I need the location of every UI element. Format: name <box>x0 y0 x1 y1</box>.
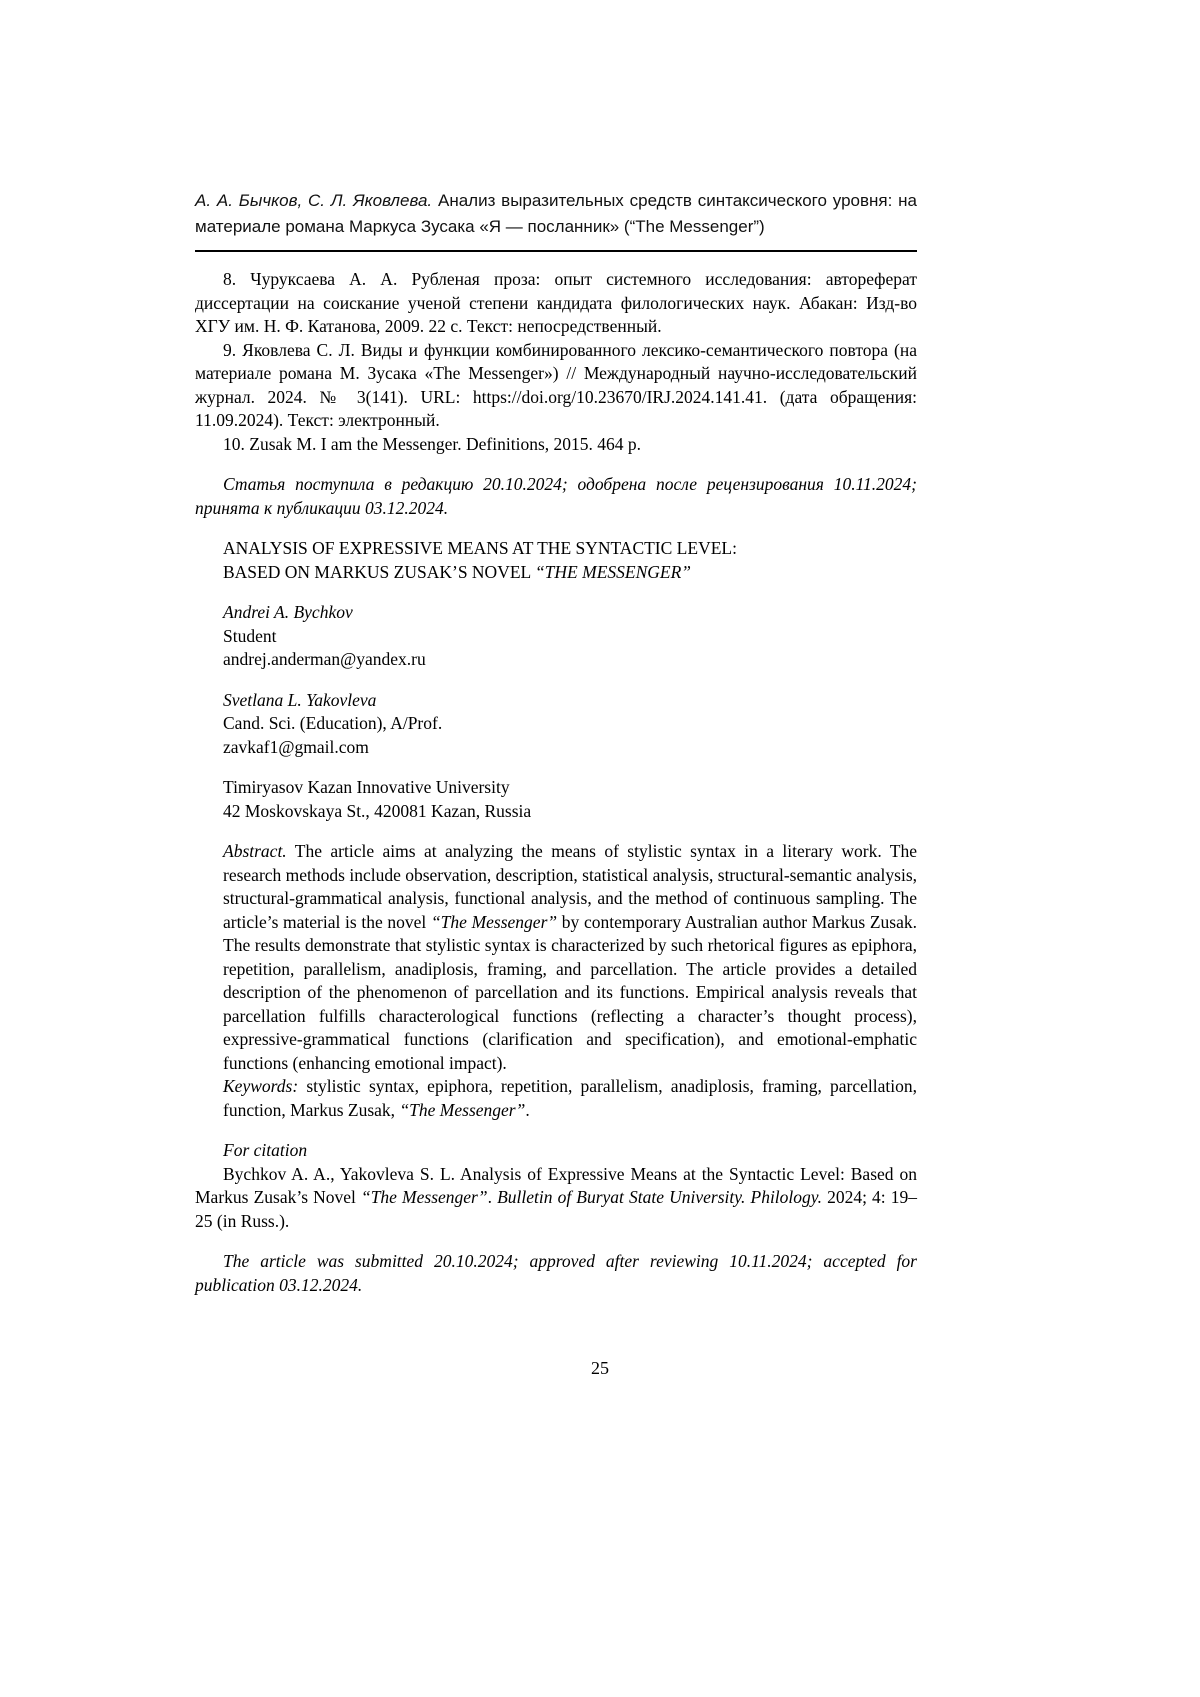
reference-item-8: 8. Чуруксаева А. А. Рубленая проза: опыт системного исследования: автореферат диссертации на соискание ученой степени кандидата филологических наук. Абакан: Изд-во ХГУ им. Н. Ф. Катанова, 2009. 22 с. Текст: непосредственный. <box>195 269 917 336</box>
title-en-line1: ANALYSIS OF EXPRESSIVE MEANS AT THE SYNTACTIC LEVEL: <box>223 538 737 558</box>
author-2-role: Cand. Sci. (Education), A/Prof. <box>223 713 443 733</box>
reference-9-text: 9. Яковлева С. Л. Виды и функции комбинированного лексико-семантического повтора (на материале романа М. Зусака «The Messenger») // Международный научно-исследовательский журнал. 2024. № 3(141). URL: <box>195 339 917 407</box>
keywords-end: . <box>525 1099 530 1120</box>
citation-novel-title: “The Messenger” <box>360 1187 488 1207</box>
author-1-role: Student <box>223 625 277 646</box>
citation-text-3: 2024; 4: 19–25 (in Russ.). <box>195 1187 917 1231</box>
author-2-email: zavkaf1@gmail.com <box>223 736 369 757</box>
keywords-novel-title: “The Messenger” <box>399 1099 526 1120</box>
author-1-email: andrej.anderman@yandex.ru <box>223 649 426 669</box>
spacer <box>195 1233 917 1250</box>
spacer <box>195 584 917 601</box>
page-number: 25 <box>591 1358 609 1378</box>
affiliation-line1: Timiryasov Kazan Innovative University <box>223 777 510 797</box>
running-header <box>195 188 917 240</box>
keywords-text: stylistic syntax, epiphora, repetition, parallelism, anadiplosis, framing, parcellation, function, Markus Zusak, <box>223 1076 917 1120</box>
spacer <box>195 823 917 840</box>
author-2-name: Svetlana L. Yakovleva <box>223 689 377 710</box>
spacer <box>195 1122 917 1139</box>
spacer <box>195 456 917 473</box>
title-en-novel: “THE MESSENGER” <box>534 561 692 582</box>
spacer <box>195 759 917 776</box>
reference-9-text-end: . (дата обращения: 11.09.2024). Текст: электронный. <box>195 386 918 430</box>
keywords-label: Keywords: <box>223 1076 299 1096</box>
running-header-authors: А. А. Бычков, С. Л. Яковлева. <box>195 191 433 210</box>
title-en-line2 <box>195 561 917 585</box>
running-header-title: Анализ выразительных средств синтаксического уровня: на материале романа Маркуса Зусака «Я — посланник» (“The Messenger”) <box>195 191 918 236</box>
reference-item-9 <box>195 339 917 433</box>
abstract-text-2: by contemporary Australian author Markus Zusak. The results demonstrate that stylistic syntax is characterized by such rhetorical figures as epiphora, repetition, parallelism, anadiplosis, framing, and parcellation. The article provides a detailed description of the phenomenon of parcellation and its functions. Empirical analysis reveals that parcellation fulfills characterological functions (reflecting a character’s thought process), expressive-grammatical functions (clarification and specification), and emotional-emphatic functions (enhancing emotional impact). <box>223 911 917 1073</box>
citation-text-2: . <box>487 1187 498 1207</box>
citation-text-1: Bychkov A. A., Yakovleva S. L. Analysis of Expressive Means at the Syntactic Level: Based on Markus Zusak’s Novel <box>195 1163 917 1207</box>
abstract-novel-title: “The Messenger” <box>430 911 558 932</box>
submission-note-en: The article was submitted 20.10.2024; approved after reviewing 10.11.2024; accepted for publication 03.12.2024. <box>195 1251 917 1295</box>
spacer <box>195 520 917 537</box>
doi-link[interactable]: https://doi.org/10.23670/IRJ.2024.141.41 <box>472 386 763 407</box>
abstract-label: Abstract. <box>223 841 287 861</box>
abstract-text-1: The article aims at analyzing the means of stylistic syntax in a literary work. The research methods include observation, description, statistical analysis, structural-semantic analysis, structural-grammatical analysis, functional analysis, and the method of continuous sampling. The article’s material is the novel <box>223 841 917 932</box>
keywords-paragraph <box>195 1075 917 1122</box>
page-content <box>195 188 917 1297</box>
spacer <box>195 672 917 689</box>
affiliation-line2: 42 Moskovskaya St., 420081 Kazan, Russia <box>223 800 532 821</box>
reference-item-10: 10. Zusak M. I am the Messenger. Definitions, 2015. 464 p. <box>223 433 642 454</box>
header-rule <box>195 250 917 252</box>
title-en-line2-text: BASED ON MARKUS ZUSAK’S NOVEL <box>223 561 535 582</box>
citation-paragraph <box>195 1163 917 1234</box>
author-1-name: Andrei A. Bychkov <box>223 602 353 622</box>
submission-note-ru: Статья поступила в редакцию 20.10.2024; одобрена после рецензирования 10.11.2024; принята к публикации 03.12.2024. <box>195 474 917 518</box>
abstract-paragraph <box>195 840 917 1075</box>
for-citation-heading: For citation <box>223 1140 308 1160</box>
citation-journal-title: Bulletin of Buryat State University. Philology. <box>497 1187 822 1207</box>
